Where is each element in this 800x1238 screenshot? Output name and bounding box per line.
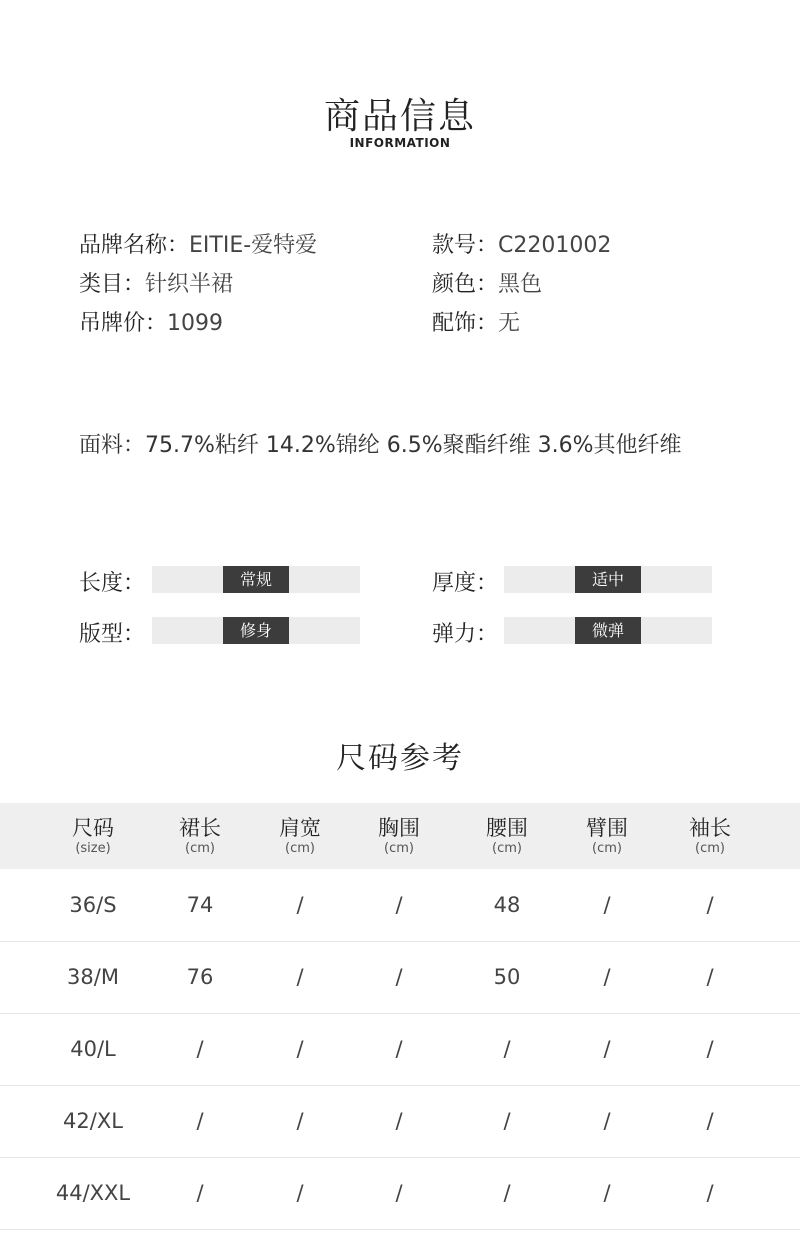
measurement-cell: / bbox=[395, 1181, 403, 1205]
price-label: 吊牌价： bbox=[79, 311, 168, 336]
size-cell: 44/XXL bbox=[55, 1181, 131, 1205]
length-label: 长度： bbox=[79, 571, 146, 596]
size-cell: 42/XL bbox=[63, 1109, 123, 1133]
size-cell: 36/S bbox=[69, 893, 117, 917]
color-info bbox=[432, 267, 542, 298]
measurement-cell: / bbox=[395, 1109, 403, 1133]
category-value: 针织半裙 bbox=[145, 272, 234, 297]
brand-label: 品牌名称： bbox=[79, 233, 190, 258]
price-info bbox=[79, 306, 223, 337]
measurement-cell: / bbox=[395, 893, 403, 917]
table-row bbox=[0, 1157, 800, 1230]
measurement-cell: / bbox=[503, 1181, 511, 1205]
table-row bbox=[0, 1013, 800, 1086]
measurement-cell: / bbox=[196, 1181, 204, 1205]
measurement-cell: / bbox=[603, 1037, 611, 1061]
col-header-bust: 胸围 (cm) bbox=[378, 816, 420, 856]
fit-tag: 修身 bbox=[223, 617, 289, 644]
measurement-cell: / bbox=[603, 1109, 611, 1133]
thickness-tag: 适中 bbox=[575, 566, 641, 593]
measurement-cell: 50 bbox=[493, 965, 521, 989]
measurement-cell: / bbox=[395, 965, 403, 989]
accessory-label: 配饰： bbox=[432, 311, 499, 336]
color-value: 黑色 bbox=[498, 272, 543, 297]
col-header-size: 尺码 (size) bbox=[72, 816, 114, 856]
measurement-cell: / bbox=[503, 1037, 511, 1061]
size-chart-title: 尺码参考 bbox=[336, 741, 464, 776]
measurement-cell: / bbox=[706, 1181, 714, 1205]
accessory-info bbox=[432, 306, 520, 337]
measurement-cell: 76 bbox=[186, 965, 214, 989]
measurement-cell: / bbox=[603, 965, 611, 989]
style-label: 款号： bbox=[432, 233, 499, 258]
col-header-sleeve: 袖长 (cm) bbox=[689, 816, 731, 856]
elasticity-tag: 微弹 bbox=[575, 617, 641, 644]
style-info bbox=[432, 228, 611, 259]
category-info bbox=[79, 267, 233, 298]
measurement-cell: / bbox=[603, 1181, 611, 1205]
measurement-cell: / bbox=[706, 965, 714, 989]
measurement-cell: / bbox=[296, 893, 304, 917]
fabric-label: 面料： bbox=[79, 433, 146, 458]
measurement-cell: 74 bbox=[186, 893, 214, 917]
table-row bbox=[0, 869, 800, 942]
page-title: 商品信息 bbox=[323, 96, 476, 137]
measurement-cell: / bbox=[296, 965, 304, 989]
measurement-cell: / bbox=[395, 1037, 403, 1061]
size-table-header bbox=[0, 803, 800, 869]
length-tag: 常规 bbox=[223, 566, 289, 593]
thickness-bar bbox=[504, 566, 712, 593]
measurement-cell: / bbox=[296, 1037, 304, 1061]
accessory-value: 无 bbox=[498, 311, 521, 336]
elasticity-label: 弹力： bbox=[432, 622, 499, 647]
measurement-cell: / bbox=[196, 1109, 204, 1133]
category-label: 类目： bbox=[79, 272, 146, 297]
elasticity-bar bbox=[504, 617, 712, 644]
col-header-arm: 臂围 (cm) bbox=[586, 816, 628, 856]
page-subtitle: INFORMATION bbox=[349, 136, 451, 150]
fabric-value: 75.7%粘纤 14.2%锦纶 6.5%聚酯纤维 3.6%其他纤维 bbox=[145, 433, 682, 458]
measurement-cell: / bbox=[296, 1109, 304, 1133]
measurement-cell: / bbox=[706, 1109, 714, 1133]
brand-value: EITIE-爱特爱 bbox=[189, 233, 318, 258]
measurement-cell: / bbox=[196, 1037, 204, 1061]
fit-bar bbox=[152, 617, 360, 644]
size-cell: 38/M bbox=[67, 965, 119, 989]
fabric-info bbox=[79, 428, 682, 459]
size-cell: 40/L bbox=[70, 1037, 116, 1061]
fit-label: 版型： bbox=[79, 622, 146, 647]
measurement-cell: 48 bbox=[493, 893, 521, 917]
brand-info bbox=[79, 228, 317, 259]
style-value: C2201002 bbox=[498, 233, 612, 258]
measurement-cell: / bbox=[296, 1181, 304, 1205]
length-bar bbox=[152, 566, 360, 593]
price-value: 1099 bbox=[167, 311, 224, 336]
measurement-cell: / bbox=[706, 1037, 714, 1061]
color-label: 颜色： bbox=[432, 272, 499, 297]
measurement-cell: / bbox=[503, 1109, 511, 1133]
col-header-waist: 腰围 (cm) bbox=[486, 816, 528, 856]
measurement-cell: / bbox=[603, 893, 611, 917]
col-header-skirt-length: 裙长 (cm) bbox=[179, 816, 221, 856]
thickness-label: 厚度： bbox=[432, 571, 499, 596]
col-header-shoulder: 肩宽 (cm) bbox=[279, 816, 321, 856]
table-row bbox=[0, 1085, 800, 1158]
measurement-cell: / bbox=[706, 893, 714, 917]
table-row bbox=[0, 941, 800, 1014]
